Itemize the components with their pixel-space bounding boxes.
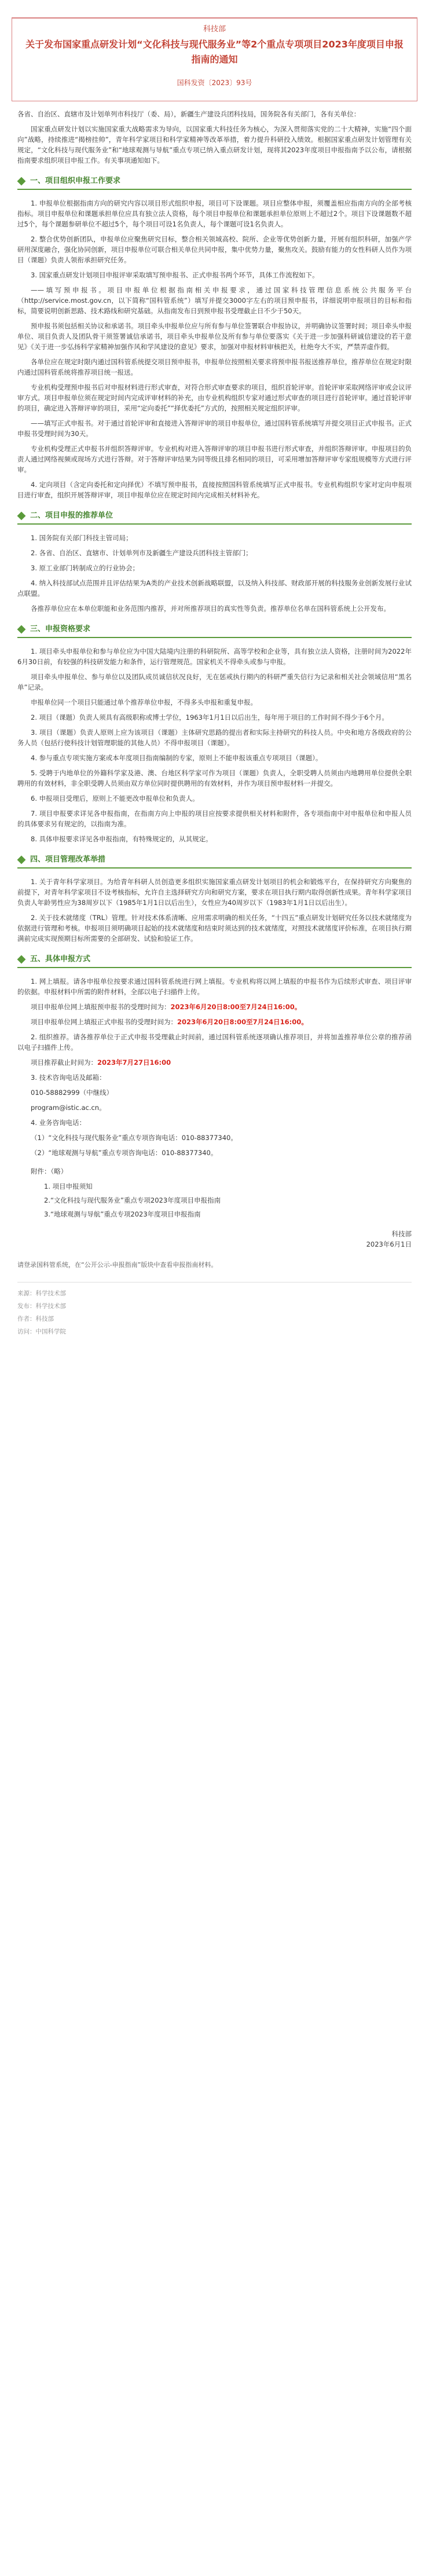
- paragraph: 1. 关于青年科学家项目。为给青年科研人员创造更多组织实施国家重点研发计划项目的机会和锻炼平台，在保持研究方向聚焦的前提下，对青年科学家项目不设考核指标，允许自主选择研究方向和研究方案，要求在项目执行期内取得创新性成果。青年科学家项目负责人年龄男性应为38周岁以下（1985年1月1日以后出生），女性应为40周岁以下（1983年1月1日以后出生）。: [17, 878, 412, 907]
- paragraph: 2. 组织推荐。请各推荐单位于正式申报书受理截止时间前，通过国科管系统逐项确认推荐项目，并将加盖推荐单位公章的推荐函以电子扫描件上传。: [17, 1033, 412, 1051]
- paragraph: 1. 项目牵头申报单位和参与单位应为中国大陆境内注册的科研院所、高等学校和企业等，具有独立法人资格，注册时间为2022年6月30日前，有较强的科技研发能力和条件，运行管理规范。国家机关不得牵头或参与申报。: [17, 647, 412, 666]
- paragraph: 2. 项目（课题）负责人须具有高级职称或博士学位，1963年1月1日以后出生，每年用于项目的工作时间不得少于6个月。: [31, 713, 388, 721]
- paragraph: 3. 国家重点研发计划项目申报评审采取填写预申报书、正式申报书两个环节，具体工作流程如下。: [31, 271, 319, 279]
- section-heading-1: 一、项目组织申报工作要求: [17, 175, 412, 190]
- paragraph: 专业机构受理预申报书后对申报材料进行形式审查，对符合形式审查要求的项目，组织首轮评审。首轮评审采取网络评审或会议评审方式。项目申报单位须在规定时间内完成评审材料的补充，由专业机构组织专家对通过形式审查的项目进行首轮评审。通过首轮评审的项目，确定进入答辩评审的项目，采用“定向委托”“择优委托”方式的，按照相关规定组织评审。: [17, 383, 412, 412]
- paragraph: 2. 整合优势创新团队，申报单位应聚焦研究目标，整合相关领域高校、院所、企业等优势创新力量，开展有组织科研，加强产学研用深度融合，强化协同创新，项目申报单位可联合相关单位共同申报，集中优势力量，聚焦攻关。鼓励有能力的女性科研人员作为项目（课题）负责人领衔承担研究任务。: [17, 235, 412, 264]
- section-heading-5: 五、具体申报方式: [17, 953, 412, 968]
- consult-line: （2）“地球观测与导航”重点专项咨询电话：010-88377340。: [31, 1149, 218, 1157]
- deadline-line: 项目申报单位网上填报预申报书的受理时间为：2023年6月20日8:00至7月24日16:00。: [31, 1003, 302, 1011]
- consult-line: （1）“文化科技与现代服务业”重点专项咨询电话：010-88377340。: [31, 1134, 237, 1142]
- paragraph: 4. 纳入科技部试点范围并且评估结果为A类的产业技术创新战略联盟，以及纳入科技部、财政部开展的科技服务业创新发展行业试点联盟。: [17, 579, 412, 598]
- email-link[interactable]: program@istic.ac.cn。: [31, 1104, 106, 1112]
- paragraph: 4. 参与重点专项实施方案或本年度项目指南编制的专家，原则上不能申报该重点专项项目（课题）。: [31, 754, 322, 762]
- attachment-link[interactable]: 3.“地球观测与导航”重点专项2023年度项目申报指南: [44, 1210, 201, 1218]
- diamond-icon: [17, 512, 26, 521]
- paragraph: 2. 关于技术就绪度（TRL）管理。针对技术体系清晰、应用需求明确的相关任务，“十四五”重点研发计划研究任务以技术就绪度为依据进行管理和考核。申报项目须明确项目起始的技术就绪度和结束时须达到的技术就绪度，对照技术就绪度评价标准，在项目执行期满前完成实现预期目标所需要的全部研发、试验和验证工作。: [17, 914, 412, 943]
- paragraph: 4. 业务咨询电话：: [31, 1119, 86, 1127]
- paragraph: 8. 具体申报要求详见各申报指南，有特殊规定的，从其规定。: [31, 835, 212, 843]
- paragraph: 1. 申报单位根据指南方向的研究内容以项目形式组织申报，项目可下设课题。项目应整体申报，须覆盖相应指南方向的全部考核指标。项目申报单位和课题承担单位应具有独立法人资格，每个项目申报单位和课题承担单位原则上不超过2个。项目下设课题数不超过5个，每个课题参研单位不超过5个，每个项目可设1名负责人，每个课题可设1名负责人。: [17, 199, 412, 228]
- footer-meta: 发布：科学技术部: [17, 1303, 66, 1310]
- footer-note: 请登录国科管系统，在“公开公示-申报指南”版块中查看申报指南材料。: [17, 1261, 218, 1269]
- paragraph: 2. 各省、自治区、直辖市、计划单列市及新疆生产建设兵团科技主管部门；: [31, 549, 252, 557]
- intro-paragraph: 国家重点研发计划以实施国家重大战略需求为导向，以国家重大科技任务为核心，为深入贯彻落实党的二十大精神，实施“四个面向”战略，持续推进“揭榜挂帅”，青年科学家项目和科学家精神等改革举措，着力提升科研投入绩效。根据国家重点研发计划管理有关规定，“文化科技与现代服务业”和“地球观测与导航”重点专项已纳入重点研发计划，现将其2023年度项目申报指南予以公布，请根据指南要求组织项目申报工作。有关事项通知如下。: [17, 125, 412, 164]
- footer-meta: 来源：科学技术部: [17, 1290, 66, 1297]
- paragraph: 项目牵头申报单位、参与单位以及团队成员诚信状况良好，无在惩戒执行期内的科研严重失信行为记录和相关社会领域信用“黑名单”记录。: [17, 673, 412, 691]
- footer-meta: 作者：科技部: [17, 1316, 54, 1322]
- deadline-value: 2023年6月20日8:00至7月24日16:00。: [177, 1018, 308, 1026]
- section-heading-3: 三、申报资格要求: [17, 623, 412, 638]
- diamond-icon: [17, 625, 26, 634]
- footer-meta: 访问：中国科学院: [17, 1328, 66, 1335]
- paragraph: 3. 项目（课题）负责人原则上应为该项目（课题）主体研究思路的提出者和实际主持研究的科技人员。中央和地方各级政府的公务人员（包括行使科技计划管理职能的其他人员）不得申报项目（课题）。: [17, 728, 412, 747]
- notice-body: [17, 109, 412, 1339]
- issuing-department: 科技部: [203, 25, 226, 34]
- paragraph: 各单位应在规定时限内通过国科管系统提交项目预申报书，申报单位按照相关要求将预申报书报送推荐单位，推荐单位在规定时限内通过国科管系统将推荐项目统一报送。: [17, 358, 412, 376]
- deadline-line: 项目申报单位网上填报正式申报书的受理时间为：2023年6月20日8:00至7月24日16:00。: [31, 1018, 308, 1026]
- attachment-link[interactable]: 1. 项目申报须知: [44, 1182, 93, 1190]
- paragraph: ——填写正式申报书。对于通过首轮评审和直接进入答辩评审的项目申报单位，通过国科管系统填写并提交项目正式申报书。正式申报书受理时间为30天。: [17, 419, 412, 438]
- deadline-line: 项目推荐截止时间为：2023年7月27日16:00: [31, 1058, 171, 1067]
- paragraph: 5. 受聘于内地单位的外籍科学家及港、澳、台地区科学家可作为项目（课题）负责人，全职受聘人员须由内地聘用单位提供全职聘用的有效材料，非全职受聘人员须由双方单位同时提供聘用的有效材料，并作为项目预申报材料一并提交。: [17, 769, 412, 787]
- paragraph: 3. 原工业部门转制成立的行业协会；: [31, 564, 140, 572]
- paragraph: 6. 申报项目受理后，原则上不能更改申报单位和负责人。: [31, 794, 199, 803]
- paragraph: ——填写预申报书。项目申报单位根据指南相关申报要求，通过国家科技管理信息系统公共服务平台（http://service.most.gov.cn，以下简称“国科管系统”）填写并提交3000字左右的项目预申报书，详细说明申报项目的目标和指标，简要说明创新思路、技术路线和研究基础。从指南发布日到预申报书受理截止日不少于50天。: [17, 286, 412, 315]
- notice-title: 关于发布国家重点研发计划“文化科技与现代服务业”等2个重点专项项目2023年度项目申报指南的通知: [25, 39, 404, 65]
- phone-number: 010-58882999（中继线）: [31, 1089, 113, 1097]
- diamond-icon: [17, 955, 26, 964]
- salutation: 各省、自治区、直辖市及计划单列市科技厅（委、局），新疆生产建设兵团科技局，国务院各有关部门，各有关单位：: [17, 110, 361, 118]
- paragraph: 专业机构受理正式申报书并组织答辩评审。专业机构对进入答辩评审的项目申报书进行形式审查，并组织答辩评审。申报项目的负责人通过网络视频或现场方式进行答辩。对于答辩评审结果为同等级且排名相同的项目，可采用增加答辩评审专家组规模等方式进行评审。: [17, 445, 412, 474]
- paragraph: 各推荐单位应在本单位职能和业务范围内推荐，并对所推荐项目的真实性等负责。推荐单位名单在国科管系统上公开发布。: [31, 604, 390, 613]
- signature-date: 2023年6月1日: [366, 1240, 412, 1248]
- paragraph: 4. 定向项目（含定向委托和定向择优）不填写预申报书，直接按照国科管系统填写正式申报书。专业机构组织专家对定向申报项目进行审查，组织开展答辩评审，项目申报单位应在规定时间内完成相关材料补充。: [17, 481, 412, 499]
- deadline-value: 2023年6月20日8:00至7月24日16:00。: [170, 1003, 302, 1011]
- paragraph: 1. 网上填报。请各申报单位按要求通过国科管系统进行网上填报。专业机构将以网上填报的申报书作为后续形式审查、项目评审的依据。申报材料中所需的附件材料，全部以电子扫描件上传。: [17, 977, 412, 996]
- section-heading-2: 二、项目申报的推荐单位: [17, 510, 412, 525]
- paragraph: 预申报书须包括相关协议和承诺书。项目牵头申报单位应与所有参与单位签署联合申报协议，并明确协议签署时间；项目牵头申报单位、项目负责人及团队骨干须签署诚信承诺书，项目牵头申报单位及所有参与单位要落实《关于进一步加强科研诚信建设的若干意见》《关于进一步弘扬科学家精神加强作风和学风建设的意见》要求，加强对申报材料审核把关，杜绝夸大不实，严禁弄虚作假。: [17, 322, 412, 351]
- paragraph: 7. 项目申报要求详见各申报指南，在指南方向上申报的项目应按要求提供相关材料和附件，各专项指南中对申报单位和申报人员的具体要求另有规定的，以指南为准。: [17, 809, 412, 828]
- attachment-link[interactable]: 2.“文化科技与现代服务业”重点专项2023年度项目申报指南: [44, 1196, 221, 1204]
- paragraph: 3. 技术咨询电话及邮箱：: [31, 1073, 106, 1082]
- section-heading-4: 四、项目管理改革举措: [17, 853, 412, 869]
- paragraph: 申报单位同一个项目只能通过单个推荐单位申报，不得多头申报和重复申报。: [31, 698, 257, 706]
- diamond-icon: [17, 856, 26, 864]
- diamond-icon: [17, 177, 26, 186]
- deadline-value: 2023年7月27日16:00: [97, 1058, 171, 1067]
- signature-org: 科技部: [391, 1230, 412, 1238]
- attachments-label: 附件：（略）: [31, 1167, 68, 1175]
- document-number: 国科发资〔2023〕93号: [177, 79, 252, 87]
- paragraph: 1. 国务院有关部门科技主管司局；: [31, 534, 133, 542]
